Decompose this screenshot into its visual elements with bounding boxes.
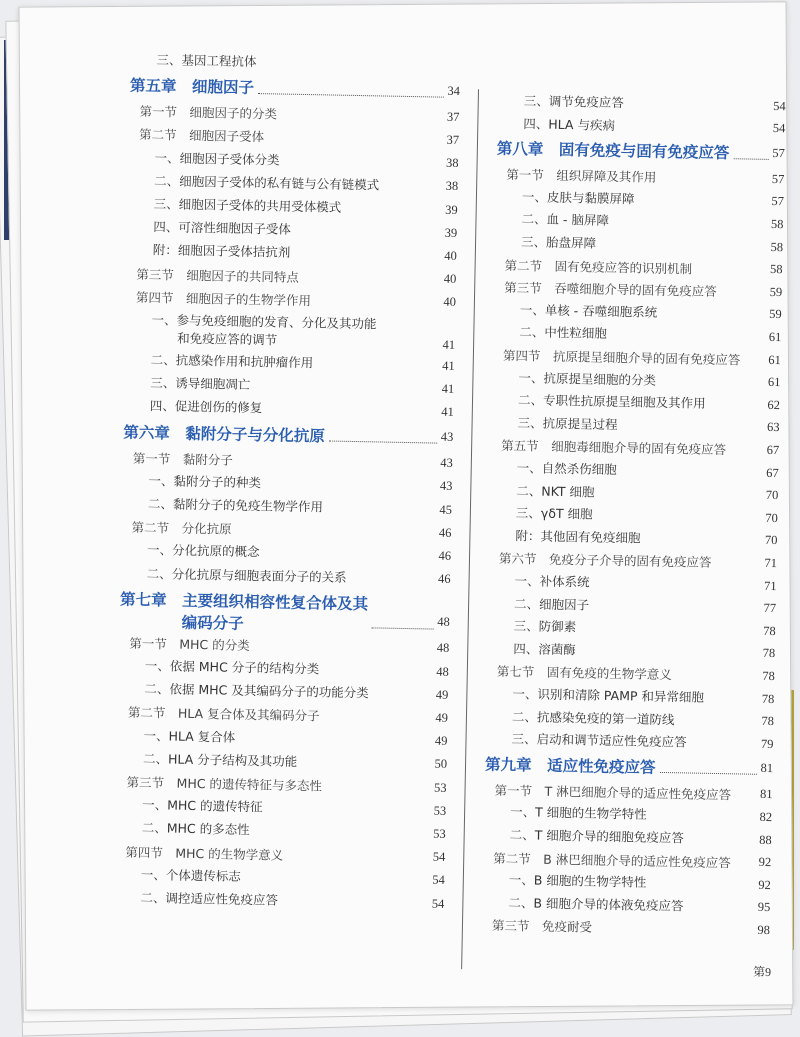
toc-subsection-row[interactable] [145,657,449,681]
toc-entry-title: 一、单核 - 吞噬细胞系统 [519,301,658,320]
toc-entry-title: 第四节 MHC 的生物学意义 [125,844,284,863]
toc-subsection-row[interactable] [520,301,782,324]
toc-subsection-row[interactable] [142,819,446,843]
toc-chapter-row[interactable] [123,420,453,448]
toc-entry-title: 二、专职性抗原提呈细胞及其作用 [517,392,706,411]
toc-page-number: 48 [436,640,450,656]
toc-page-number: 70 [765,487,779,503]
toc-page-number: 39 [444,225,458,240]
toc-subsection-row[interactable] [510,826,772,849]
toc-page-number: 34 [447,83,461,98]
toc-entry-title: 第三节 吞噬细胞介导的固有免疫应答 [504,280,717,300]
toc-entry-title: 四、HLA 与疾病 [523,115,616,133]
toc-entry-title: 三、防御素 [513,618,577,635]
toc-page-number: 37 [446,109,460,124]
toc-subsection-row[interactable] [144,680,448,704]
toc-entry-title: 二、MHC 的多态性 [141,820,250,838]
toc-subsection-row[interactable] [521,233,783,256]
toc-entry-title: 一、依据 MHC 分子的结构分类 [144,658,320,677]
toc-section-row[interactable] [129,634,449,658]
toc-leader-dots [659,760,756,775]
toc-subsection-row[interactable] [153,241,457,265]
toc-entry-title: 第四节 细胞因子的生物学作用 [135,289,312,308]
toc-entry-title: 第二节 B 淋巴细胞介导的适应性免疫应答 [493,850,731,870]
toc-entry-title: 第八章 固有免疫与固有免疫应答 [496,139,730,163]
toc-entry-title: 三、启动和调节适应性免疫应答 [511,731,687,750]
toc-entry-title: 三、诱导细胞凋亡 [150,375,251,393]
toc-entry-title: 一、补体系统 [514,573,590,590]
toc-page-number: 79 [760,736,774,751]
toc-entry-title: 三、调节免疫应答 [523,93,624,111]
toc-page-number: 67 [766,465,779,480]
toc-page-number: 54 [432,872,445,888]
toc-entry-title: 一、分化抗原的概念 [146,542,260,560]
toc-entry-title: 第一节 细胞因子的分类 [139,104,278,122]
toc-chapter-row[interactable] [119,587,451,633]
toc-entry-title: 一、黏附分子的种类 [148,472,262,491]
toc-subsection-row[interactable] [524,92,786,115]
toc-subsection-row[interactable] [513,640,775,663]
toc-page-number: 98 [757,922,771,937]
toc-subsection-row[interactable] [510,803,772,826]
toc-entry-title: 第一节 MHC 的分类 [129,635,250,653]
toc-entry-title: 一、皮肤与黏膜屏障 [521,188,635,207]
toc-entry-title: 第三节 细胞因子的共同特点 [136,266,300,285]
toc-subsection-row[interactable] [147,541,451,565]
toc-section-row[interactable] [492,916,770,939]
toc-page-number: 48 [437,614,450,629]
toc-entry-title: 第七节 固有免疫的生物学意义 [496,664,672,683]
toc-entry-title: 第七章 主要组织相容性复合体及其 编码分子 [119,590,369,633]
toc-entry-title: 三、γδT 细胞 [515,505,593,522]
toc-subsection-row[interactable] [514,595,776,618]
toc-entry-title: 第三节 免疫耐受 [491,918,593,936]
toc-entry-title: 二、抗感染作用和抗肿瘤作用 [150,352,314,371]
toc-entry-title: 附：其他固有免疫细胞 [515,527,641,546]
toc-entry-title: 一、T 细胞的生物学特性 [510,804,647,823]
toc-entry-title: 第一节 组织屏障及其作用 [506,167,657,185]
toc-page-number: 77 [763,600,777,616]
toc-page-number: 61 [767,375,781,390]
toc-entry-title: 一、B 细胞的生物学特性 [508,872,647,890]
toc-section-row[interactable] [139,102,459,126]
toc-page-number: 78 [762,668,775,684]
partial-corner-text: 第9 [752,964,772,980]
toc-page-number: 39 [445,202,458,217]
toc-entry-title: 二、HLA 分子结构及其功能 [142,750,298,769]
toc-section-row[interactable] [133,448,453,472]
toc-page-number: 43 [439,478,453,494]
toc-subsection-row[interactable] [517,459,779,482]
toc-page-number: 61 [768,352,782,367]
toc-entry-title: 第二节 细胞因子受体 [138,127,265,145]
toc-subsection-row[interactable] [142,796,446,820]
toc-page-number: 63 [766,420,780,435]
toc-entry-title: 第三节 MHC 的遗传特征与多态性 [126,774,323,794]
toc-entry-title: 二、抗感染免疫的第一道防线 [511,708,675,727]
toc-page-number: 92 [758,877,771,892]
toc-page-number: 41 [442,337,456,352]
toc-page [12,0,799,1015]
toc-subsection-row[interactable] [154,149,458,173]
toc-entry-title: 二、中性粒细胞 [519,324,608,342]
toc-entry-title: 第四节 抗原提呈细胞介导的固有免疫应答 [502,347,741,368]
toc-subsection-row[interactable] [511,730,773,753]
toc-page-number: 71 [763,578,777,593]
toc-page-number: 38 [445,155,459,171]
toc-subsection-row[interactable] [150,397,454,421]
toc-section-row[interactable] [493,848,771,871]
toc-page-number: 53 [433,826,446,841]
toc-section-row[interactable] [504,255,782,278]
toc-page-number: 58 [769,262,783,277]
toc-page-number: 50 [434,756,448,772]
toc-page-number: 49 [434,733,448,748]
toc-subsection-row[interactable] [519,324,781,347]
toc-subsection-row[interactable] [514,617,776,640]
toc-page-number: 78 [761,691,775,706]
toc-page-number: 41 [441,404,454,419]
toc-page-number: 81 [760,761,774,776]
toc-page-number: 40 [443,271,457,287]
toc-entry-title: 三、胎盘屏障 [520,234,597,251]
toc-entry-title: 一、抗原提呈细胞的分类 [518,369,657,388]
toc-page-number: 57 [771,171,785,186]
toc-page-number: 38 [445,179,459,194]
toc-entry-title: 附：细胞因子受体拮抗剂 [152,242,291,261]
toc-section-row[interactable] [506,165,784,188]
toc-entry-title: 一、个体遗传标志 [140,866,242,884]
toc-subsection-row[interactable] [150,374,454,398]
toc-page-number: 78 [763,623,776,638]
toc-page-number: 54 [773,98,786,113]
toc-chapter-row[interactable] [485,752,773,780]
toc-subsection-row[interactable] [140,889,444,913]
toc-page-number: 59 [769,284,783,299]
toc-entry-title: 四、溶菌酶 [513,640,576,658]
toc-entry-title: 二、B 细胞介导的体液免疫应答 [508,894,684,914]
toc-section-row[interactable] [499,549,777,572]
toc-subsection-row[interactable] [146,565,450,589]
toc-page-number: 53 [433,803,447,818]
toc-entry-title: 第五章 细胞因子 [129,76,255,98]
toc-subsection-row[interactable] [521,211,783,234]
toc-page-number: 54 [772,121,786,136]
toc-subsection-row[interactable] [156,51,460,75]
toc-subsection-row[interactable] [154,195,458,219]
toc-page-number: 46 [438,525,452,540]
toc-entry-title: 二、依据 MHC 及其编码分子的功能分类 [144,681,369,701]
toc-page-number: 88 [759,832,772,847]
toc-subsection-row[interactable] [143,750,447,774]
toc-page-number: 58 [770,216,784,232]
toc-subsection-row[interactable] [153,218,457,242]
toc-page-number: 53 [433,780,447,795]
toc-section-row[interactable] [501,436,779,459]
toc-entry-title: 第六章 黏附分子与分化抗原 [123,423,326,446]
toc-page-number: 48 [436,664,449,679]
toc-entry-title: 二、细胞因子 [514,595,590,613]
toc-page-number: 49 [435,710,449,725]
column-divider [461,89,479,969]
toc-page-number: 82 [759,809,773,824]
toc-entry-title: 二、分化抗原与细胞表面分子的关系 [146,565,347,585]
toc-leader-dots [372,615,434,629]
toc-page-number: 41 [441,381,455,396]
toc-section-row[interactable] [503,346,781,369]
toc-entry-title: 二、NKT 细胞 [516,482,595,500]
toc-subsection-row[interactable] [518,369,780,392]
toc-page-number: 37 [446,132,460,147]
toc-page-number: 81 [759,787,773,802]
toc-page-number: 57 [772,145,785,160]
toc-section-row[interactable] [126,773,446,797]
toc-entry-title: 二、血 - 脑屏障 [521,211,610,229]
toc-leader-dots [733,146,768,160]
toc-entry-title: 二、T 细胞介导的细胞免疫应答 [509,827,684,846]
toc-leader-dots [329,429,437,444]
toc-chapter-row[interactable] [497,137,785,165]
toc-page-number: 41 [442,358,455,373]
toc-page-number: 92 [758,854,772,870]
toc-subsection-row[interactable] [151,351,455,375]
toc-subsection-row[interactable] [514,572,776,595]
toc-subsection-row[interactable] [509,871,771,894]
toc-entry-title: 一、细胞因子受体分类 [154,149,280,168]
toc-entry-title: 三、基因工程抗体 [156,52,257,70]
toc-section-row[interactable] [139,125,459,149]
toc-entry-title: 四、促进创伤的修复 [149,398,263,416]
toc-subsection-row[interactable] [512,708,774,731]
toc-entry-title: 第二节 固有免疫应答的识别机制 [504,257,693,277]
toc-page-number: 49 [435,687,449,702]
toc-page-number: 70 [765,510,778,525]
toc-entry-title: 二、调控适应性免疫应答 [140,889,279,908]
toc-subsection-row[interactable] [143,727,447,751]
toc-section-row[interactable] [504,278,782,301]
toc-section-row[interactable] [136,288,456,312]
toc-page-number: 40 [443,294,457,310]
toc-section-row[interactable] [125,842,445,866]
toc-entry-title: 三、细胞因子受体的共用受体模式 [153,196,342,215]
toc-entry-title: 第二节 HLA 复合体及其编码分子 [127,705,320,724]
toc-entry-title: 三、抗原提呈过程 [517,414,618,432]
toc-subsection-row[interactable] [154,172,458,196]
toc-page-number: 43 [440,429,454,444]
toc-subsection-row[interactable] [522,188,784,211]
toc-entry-title: 第九章 适应性免疫应答 [484,755,656,777]
toc-subsection-row[interactable] [148,472,452,496]
toc-page-number: 58 [770,239,784,254]
toc-entry-title: 第二节 分化抗原 [131,519,232,537]
toc-section-row[interactable] [131,518,451,542]
toc-page-number: 62 [767,397,781,412]
toc-subsection-row[interactable] [508,894,770,917]
toc-subsection-row[interactable] [515,527,777,550]
toc-page-number: 54 [431,896,445,911]
toc-leader-dots [258,81,444,98]
toc-page-number: 45 [439,502,453,517]
toc-subsection-row[interactable] [512,685,774,708]
toc-page-number: 71 [764,555,778,571]
toc-entry-title: 二、细胞因子受体的私有链与公有链模式 [154,172,380,193]
toc-page-number: 46 [438,548,452,563]
toc-page-number: 46 [437,571,451,586]
toc-page-number: 78 [761,713,775,729]
toc-subsection-row[interactable] [517,414,779,437]
toc-subsection-row[interactable] [523,115,785,138]
toc-subsection-row[interactable] [141,866,445,890]
toc-page-number: 95 [757,900,771,915]
toc-page-number: 61 [768,329,782,345]
toc-subsection-row[interactable] [516,482,778,505]
toc-page-number: 57 [771,194,785,209]
toc-subsection-row[interactable] [148,495,452,519]
toc-page-number: 67 [766,442,780,458]
toc-entry-title: 一、参与免疫细胞的发育、分化及其功能 和免疫应答的调节 [151,312,377,348]
toc-entry-title: 第一节 T 淋巴细胞介导的适应性免疫应答 [494,782,732,803]
toc-section-row[interactable] [494,781,772,804]
toc-entry-title: 第一节 黏附分子 [132,450,234,468]
toc-subsection-row[interactable] [518,391,780,414]
toc-page-number: 54 [432,849,446,864]
toc-entry-title: 第六节 免疫分子介导的固有免疫应答 [498,551,712,571]
toc-entry-title: 二、黏附分子的免疫生物学作用 [147,496,324,515]
toc-section-row[interactable] [136,264,456,288]
toc-page-number: 59 [769,307,782,322]
toc-subsection-row[interactable] [516,504,778,527]
toc-entry-title: 一、识别和清除 PAMP 和异常细胞 [512,686,705,705]
toc-entry-title: 一、自然杀伤细胞 [516,460,617,478]
toc-chapter-row[interactable] [130,74,460,102]
toc-section-row[interactable] [497,662,775,685]
toc-section-row[interactable] [128,703,448,727]
toc-page-number: 40 [444,248,457,263]
toc-entry-title: 第五节 细胞毒细胞介导的固有免疫应答 [501,438,727,458]
toc-page-number: 78 [762,646,776,661]
toc-page-number: 43 [440,455,453,470]
toc-subsection-row[interactable] [151,311,456,353]
toc-entry-title: 一、MHC 的遗传特征 [142,797,263,815]
toc-page-number: 70 [764,533,778,548]
toc-entry-title: 四、可溶性细胞因子受体 [153,219,291,237]
toc-entry-title: 一、HLA 复合体 [143,727,236,745]
